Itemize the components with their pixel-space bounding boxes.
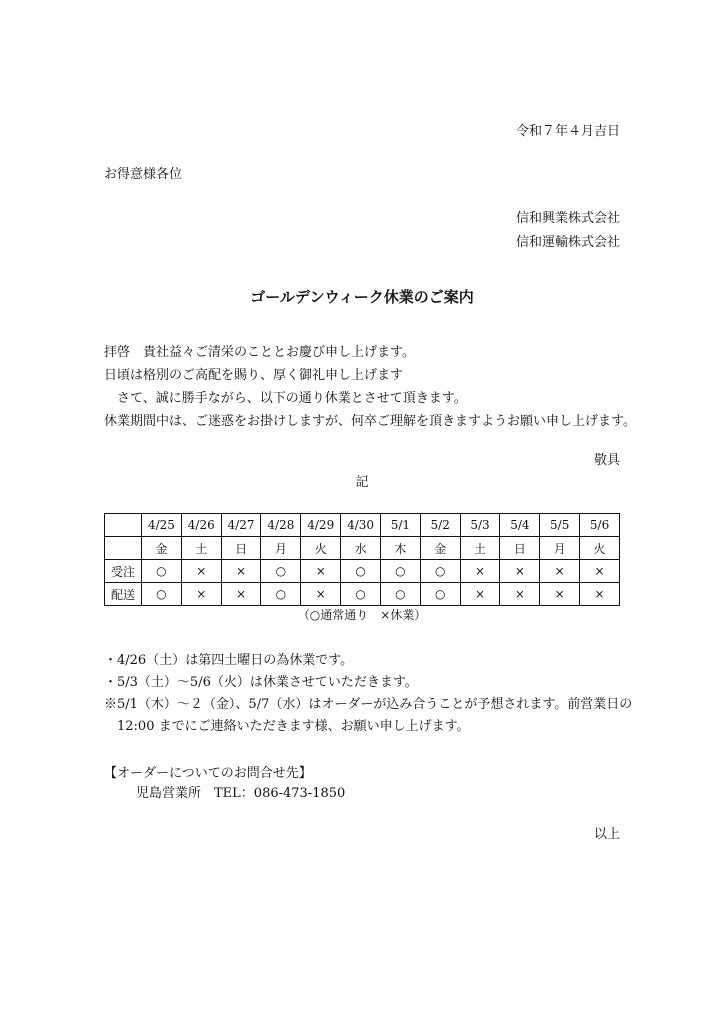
weekday-cell: 火	[301, 537, 341, 560]
weekday-cell: 土	[181, 537, 221, 560]
weekday-cell: 月	[261, 537, 301, 560]
body-line: 拝啓 貴社益々ご清栄のこととお慶び申し上げます。	[104, 345, 415, 360]
status-cell: ×	[221, 583, 261, 606]
delivery-row	[105, 583, 620, 606]
date-cell: 4/28	[261, 514, 301, 537]
holiday-schedule-table	[104, 513, 620, 606]
ki-marker: 記	[355, 475, 369, 490]
date-cell: 5/5	[540, 514, 580, 537]
status-cell: ×	[580, 560, 620, 583]
row-label-orders: 受注	[105, 560, 142, 583]
weekday-header-row	[105, 537, 620, 560]
date-cell: 4/30	[341, 514, 381, 537]
weekday-cell: 日	[500, 537, 540, 560]
letter-body	[104, 341, 636, 433]
document-date: 令和７年４月吉日	[515, 124, 620, 139]
status-cell: ×	[460, 583, 500, 606]
note-item: ※5/1（木）～２（金）、5/7（水）はオーダーが込み合うことが予想されます。前営業日の	[104, 697, 633, 712]
status-cell: ×	[540, 560, 580, 583]
status-cell: ○	[380, 583, 420, 606]
contact-phone-line: 児島営業所 TEL：086-473-1850	[136, 786, 346, 801]
recipient-salutation: お得意様各位	[104, 167, 183, 182]
date-cell: 4/26	[181, 514, 221, 537]
status-cell: ×	[221, 560, 261, 583]
date-cell: 5/4	[500, 514, 540, 537]
status-cell: ○	[380, 560, 420, 583]
row-label-delivery: 配送	[105, 583, 142, 606]
status-cell: ×	[540, 583, 580, 606]
status-cell: ○	[142, 560, 182, 583]
status-cell: ○	[261, 583, 301, 606]
weekday-cell: 水	[341, 537, 381, 560]
sender-company-2: 信和運輸株式会社	[515, 235, 620, 250]
note-item: ・4/26（土）は第四土曜日の為休業です。	[104, 653, 354, 668]
document-title: ゴールデンウィーク休業のご案内	[250, 288, 474, 306]
weekday-cell: 金	[142, 537, 182, 560]
body-line: 日頃は格別のご高配を賜り、厚く御礼申し上げます	[104, 368, 404, 383]
weekday-cell: 木	[380, 537, 420, 560]
status-cell: ×	[301, 560, 341, 583]
status-cell: ×	[500, 583, 540, 606]
status-cell: ○	[341, 560, 381, 583]
weekday-cell: 金	[420, 537, 460, 560]
closing-keigu: 敬具	[593, 453, 620, 468]
ending-ijou: 以上	[593, 827, 620, 842]
status-cell: ×	[500, 560, 540, 583]
status-cell: ×	[181, 583, 221, 606]
date-header-row	[105, 514, 620, 537]
date-cell: 4/27	[221, 514, 261, 537]
body-line: 休業期間中は、ご迷惑をお掛けしますが、何卒ご理解を頂きますようお願い申し上げます。	[104, 414, 636, 429]
status-cell: ×	[460, 560, 500, 583]
status-cell: ○	[142, 583, 182, 606]
status-cell: ×	[181, 560, 221, 583]
date-cell: 4/25	[142, 514, 182, 537]
status-cell: ○	[261, 560, 301, 583]
orders-row	[105, 560, 620, 583]
weekday-cell: 火	[580, 537, 620, 560]
note-item: 12:00 までにご連絡いただきます様、お願い申し上げます。	[104, 719, 470, 734]
status-cell: ×	[580, 583, 620, 606]
date-cell: 5/3	[460, 514, 500, 537]
corner-cell	[105, 514, 142, 537]
weekday-cell: 土	[460, 537, 500, 560]
sender-company-1: 信和興業株式会社	[515, 211, 620, 226]
date-cell: 5/6	[580, 514, 620, 537]
table-legend: （○通常通り ×休業）	[297, 608, 427, 622]
note-item: ・5/3（土）～5/6（火）は休業させていただきます。	[104, 675, 418, 690]
date-cell: 5/2	[420, 514, 460, 537]
weekday-cell: 月	[540, 537, 580, 560]
body-line: さて、誠に勝手ながら、以下の通り休業とさせて頂きます。	[104, 391, 467, 406]
corner-cell	[105, 537, 142, 560]
status-cell: ○	[341, 583, 381, 606]
status-cell: ○	[420, 560, 460, 583]
weekday-cell: 日	[221, 537, 261, 560]
contact-heading: 【オーダーについてのお問合せ先】	[104, 766, 312, 781]
status-cell: ○	[420, 583, 460, 606]
status-cell: ×	[301, 583, 341, 606]
date-cell: 5/1	[380, 514, 420, 537]
notes-list	[104, 650, 632, 738]
date-cell: 4/29	[301, 514, 341, 537]
